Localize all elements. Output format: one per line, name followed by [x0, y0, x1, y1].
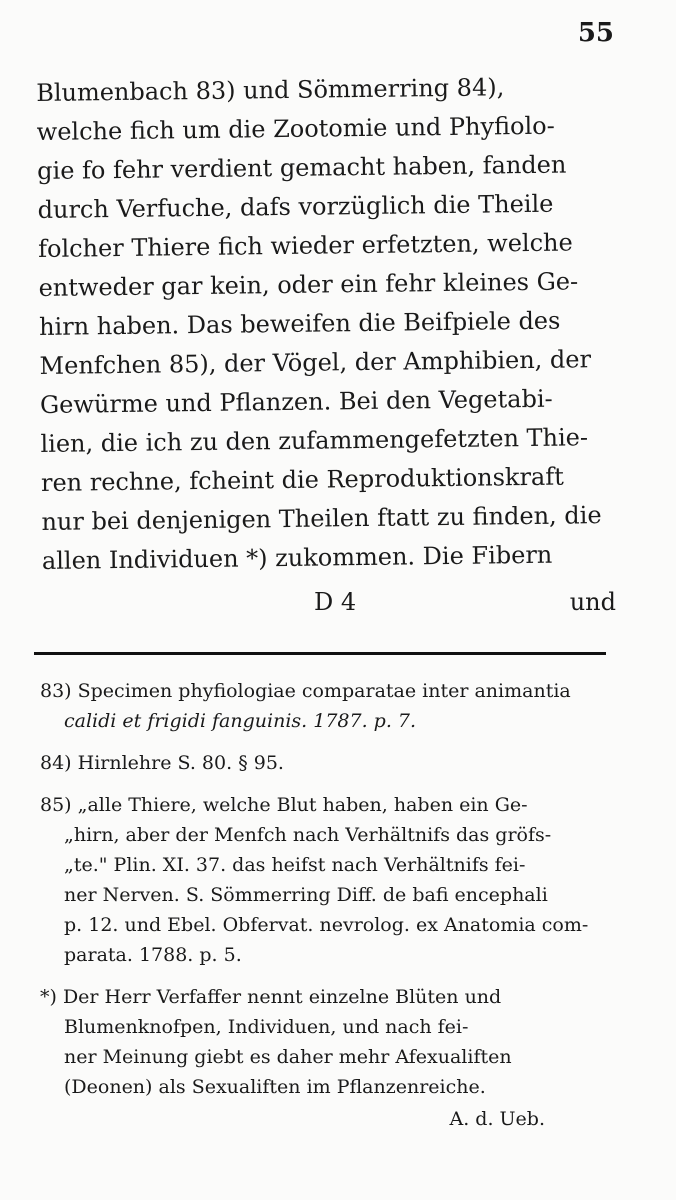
- signature-mark: D 4: [314, 588, 357, 616]
- main-text-line: allen Individuen *) zukommen. Die Fibern: [41, 540, 553, 575]
- main-text-line: folcher Thiere fich wieder erfetzten, welche: [37, 228, 573, 263]
- main-text-line: ren rechne, fcheint die Reproduktionskraft: [40, 462, 564, 497]
- footnotes-block: [40, 676, 615, 1146]
- main-text-line: welche fich um die Zootomie und Phyfiolo-: [36, 111, 555, 146]
- translator-note: [40, 982, 615, 1134]
- translator-sign: A. d. Ueb.: [449, 1108, 545, 1130]
- main-text-line: Gewürme und Pflanzen. Bei den Vegetabi-: [39, 384, 553, 419]
- footnote-line: 84) Hirnlehre S. 80. § 95.: [40, 752, 284, 774]
- main-text-line: gie fo fehr verdient gemacht haben, fanden: [37, 150, 567, 185]
- footnote-line: *) Der Herr Verfaffer nennt einzelne Blüten und: [40, 986, 502, 1008]
- footnote-line: „te." Plin. XI. 37. das heifst nach Verhältnifs fei-: [64, 854, 526, 876]
- footnote-83: [40, 676, 615, 736]
- main-text-line: Blumenbach 83) und Sömmerring 84),: [36, 73, 505, 107]
- main-text-line: hirn haben. Das beweifen die Beifpiele des: [38, 306, 561, 341]
- footnote-line: ner Nerven. S. Sömmerring Diff. de bafi encephali: [64, 884, 548, 906]
- footnote-line: „hirn, aber der Menfch nach Verhältnifs das gröfs-: [64, 824, 552, 846]
- footnote-line: 83) Specimen phyfiologiae comparatae inter animantia: [40, 680, 571, 702]
- signature-line: [36, 588, 616, 624]
- footnote-85: [40, 790, 615, 970]
- footnote-line: 85) „alle Thiere, welche Blut haben, haben ein Ge-: [40, 794, 528, 816]
- main-text-block: [36, 67, 622, 581]
- footnote-line: (Deonen) als Sexualiften im Pflanzenreiche.: [64, 1076, 486, 1098]
- footnote-line: ner Meinung giebt es daher mehr Afexualiften: [64, 1046, 512, 1068]
- main-text-line: nur bei denjenigen Theilen ftatt zu finden, die: [41, 501, 602, 536]
- main-text-line: entweder gar kein, oder ein fehr kleines Ge-: [38, 267, 579, 302]
- page-number: 55: [577, 18, 614, 48]
- main-text-line: Menfchen 85), der Vögel, der Amphibien, der: [39, 345, 592, 380]
- catchword: und: [569, 588, 616, 616]
- main-text-line: durch Verfuche, dafs vorzüglich die Theile: [37, 189, 554, 224]
- footnote-line: Blumenknofpen, Individuen, und nach fei-: [64, 1016, 469, 1038]
- footnote-84: [40, 748, 615, 778]
- footnote-line: parata. 1788. p. 5.: [64, 944, 242, 966]
- footnote-divider: [34, 652, 606, 655]
- footnote-line: p. 12. und Ebel. Obfervat. nevrolog. ex Anatomia com-: [64, 914, 589, 936]
- main-text-line: lien, die ich zu den zufammengefetzten Thie-: [40, 423, 589, 458]
- footnote-line: calidi et frigidi fanguinis. 1787. p. 7.: [64, 710, 417, 732]
